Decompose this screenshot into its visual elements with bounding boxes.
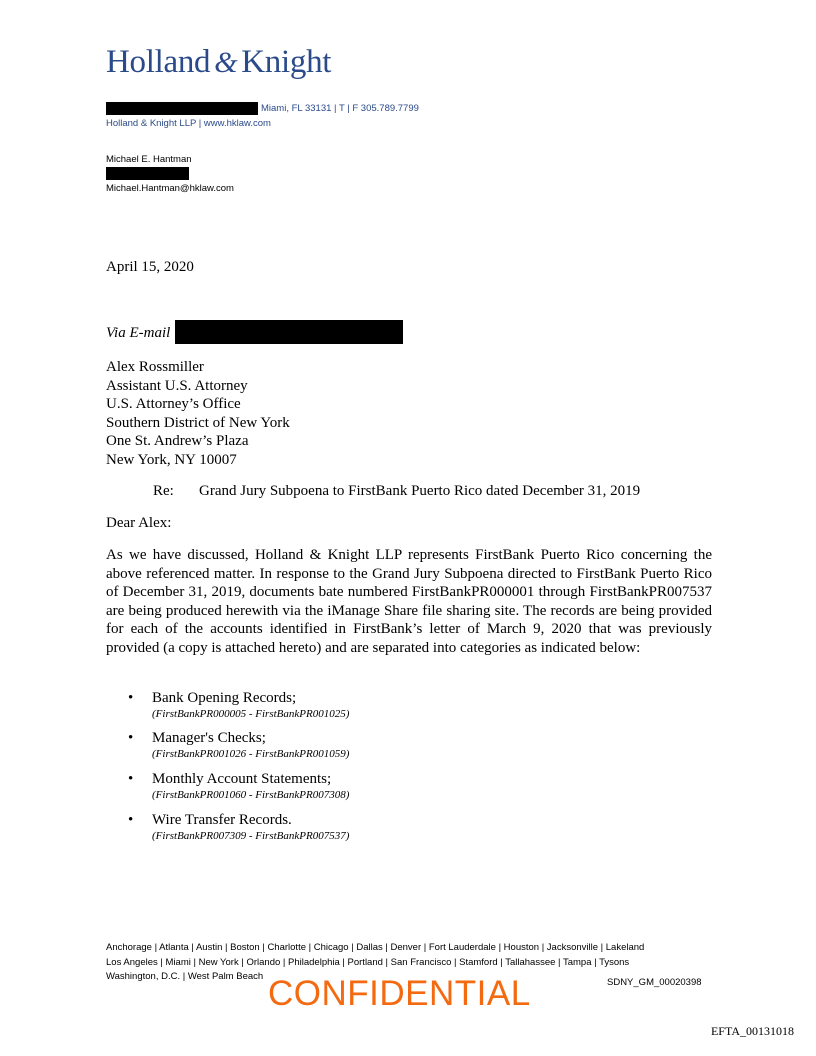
bullet-icon: •: [128, 812, 134, 828]
bullet-icon: •: [128, 771, 134, 787]
category-label: Bank Opening Records;: [152, 690, 297, 706]
footer-offices-line-1: Anchorage | Atlanta | Austin | Boston | Charlotte | Chicago | Dallas | Denver | Fort Lauderdale | Houston | Jacksonville | Lakeland: [106, 942, 645, 953]
redaction-recipient-email: [175, 320, 403, 344]
recipient-street: One St. Andrew’s Plaza: [106, 433, 249, 449]
efta-number: EFTA_00131018: [710, 1024, 794, 1038]
recipient-city: New York, NY 10007: [106, 451, 237, 468]
sender-name: Michael E. Hantman: [106, 154, 192, 165]
firm-logo-ampersand: &: [214, 46, 238, 79]
recipient-office: U.S. Attorney’s Office: [106, 396, 241, 412]
letter-date: April 15, 2020: [106, 259, 194, 275]
bullet-icon: •: [128, 690, 134, 706]
category-range: (FirstBankPR001026 - FirstBankPR001059): [152, 748, 350, 760]
re-label: Re:: [153, 483, 174, 499]
category-label: Wire Transfer Records.: [152, 812, 292, 828]
footer-offices-line-2: Los Angeles | Miami | New York | Orlando | Philadelphia | Portland | San Francisco | Stamford | Tallahassee | Tampa | Tysons: [106, 956, 630, 968]
category-label: Monthly Account Statements;: [152, 771, 332, 787]
recipient-title: Assistant U.S. Attorney: [106, 377, 248, 394]
delivery-method: Via E-mail: [106, 325, 171, 341]
website-line: Holland & Knight LLP | www.hklaw.com: [106, 118, 271, 129]
bullet-icon: •: [128, 730, 134, 746]
redaction-sender-phone: [106, 167, 189, 180]
category-range: (FirstBankPR007309 - FirstBankPR007537): [152, 830, 350, 842]
body-paragraph: As we have discussed, Holland & Knight LLP represents FirstBank Puerto Rico concerning the above referenced matter. In response to the Grand Jury Subpoena directed to FirstBank Puerto Rico of December 31, 2019, documents bate numbered FirstBankPR000001 through FirstBankPR007537 are being produced herewith via the iManage Share file sharing site. The records are being provided for each of the accounts identified in FirstBank’s letter of March 9, 2020 that was previously provided (a copy is attached hereto) and are separated into categories as indicated below:: [106, 547, 712, 656]
bates-number: SDNY_GM_00020398: [607, 977, 702, 988]
address-line: Miami, FL 33131 | T | F 305.789.7799: [261, 103, 419, 114]
confidential-stamp: CONFIDENTIAL: [268, 974, 531, 1013]
firm-logo-left: Holland: [106, 44, 211, 80]
redaction-address: [106, 102, 258, 115]
category-label: Manager's Checks;: [152, 730, 266, 746]
sender-email: Michael.Hantman@hklaw.com: [106, 183, 234, 194]
recipient-district: Southern District of New York: [106, 414, 290, 431]
re-subject: Grand Jury Subpoena to FirstBank Puerto Rico dated December 31, 2019: [199, 483, 641, 499]
salutation: Dear Alex:: [106, 515, 172, 531]
firm-logo: [106, 44, 331, 81]
firm-logo-right: Knight: [241, 44, 332, 80]
footer-offices-line-3: Washington, D.C. | West Palm Beach: [106, 971, 264, 982]
category-range: (FirstBankPR001060 - FirstBankPR007308): [152, 789, 350, 801]
category-range: (FirstBankPR000005 - FirstBankPR001025): [152, 708, 350, 720]
recipient-name: Alex Rossmiller: [106, 359, 204, 375]
